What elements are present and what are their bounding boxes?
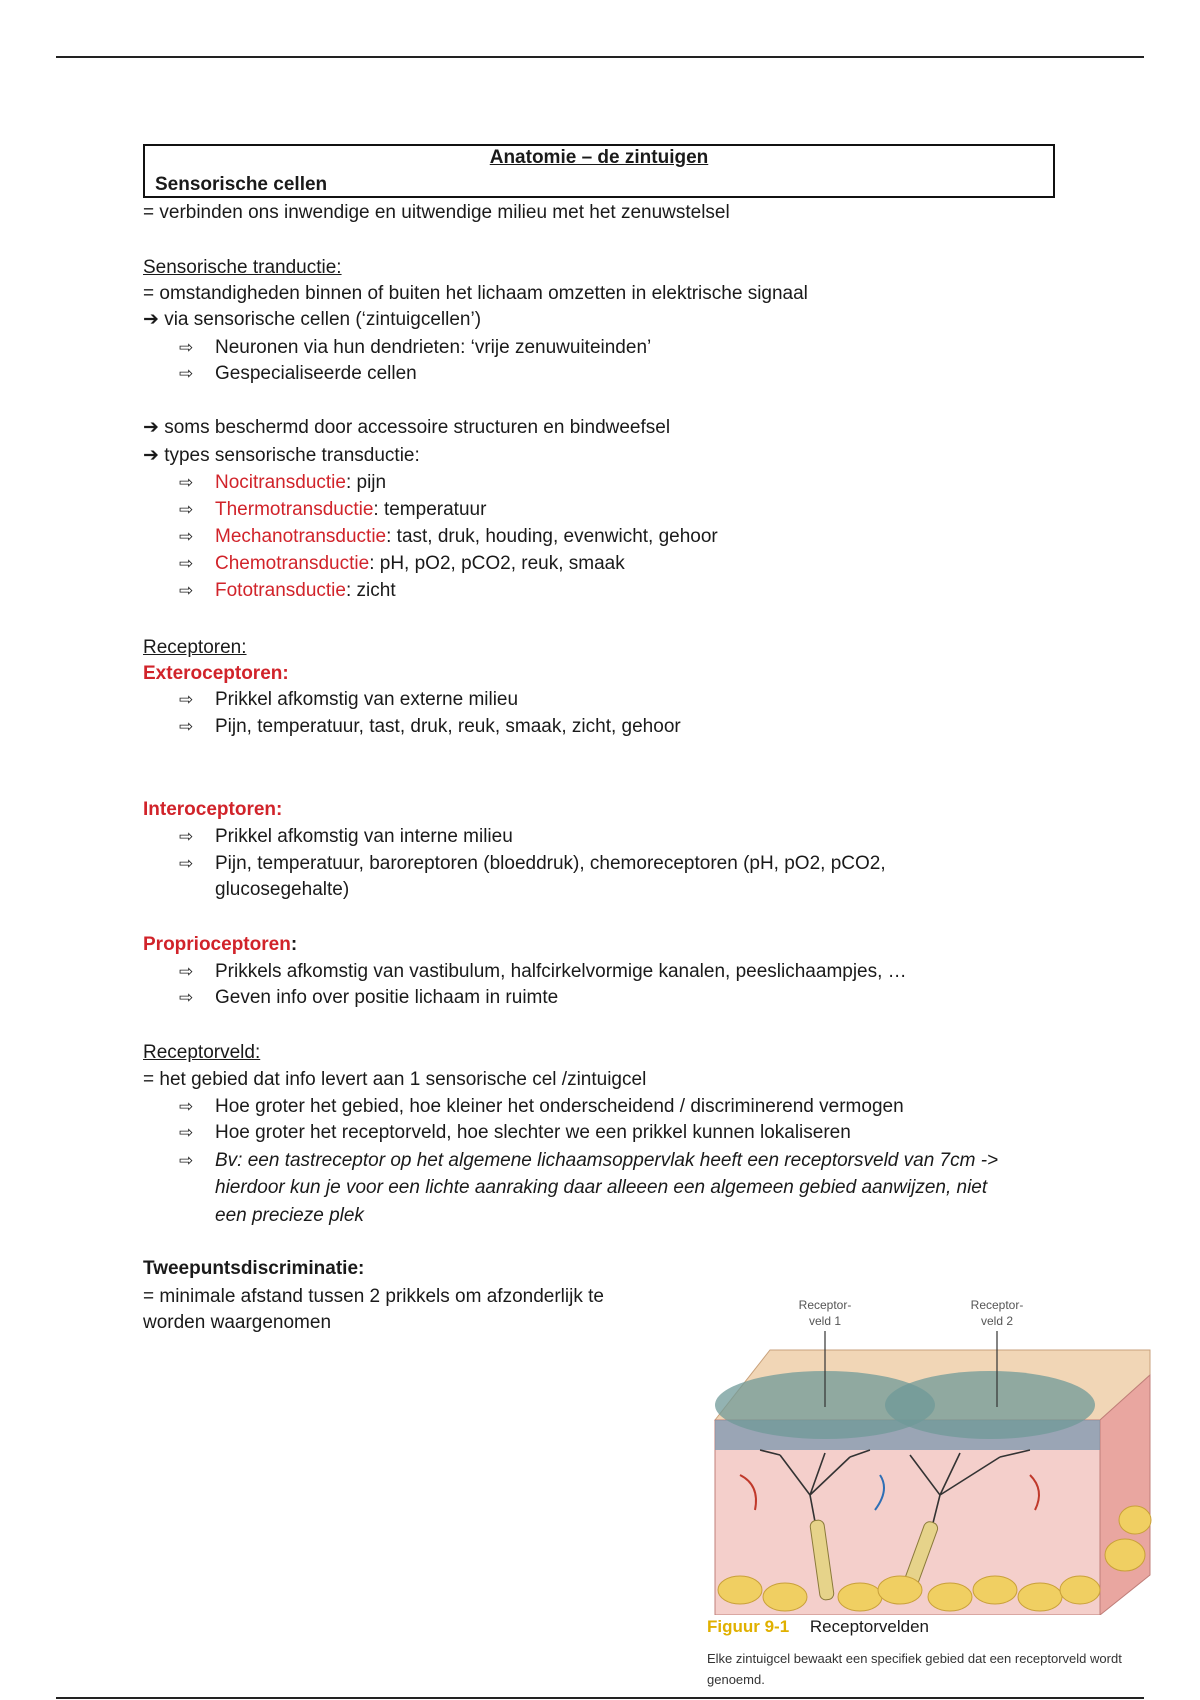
receptors-heading: Receptoren:	[143, 637, 247, 658]
twopoint-definition-2: worden waargenomen	[143, 1312, 332, 1333]
hollow-arrow-icon: ⇨	[179, 527, 194, 546]
hollow-arrow-icon: ⇨	[179, 581, 194, 600]
extero-heading: Exteroceptoren:	[143, 663, 289, 684]
intro-text: = verbinden ons inwendige en uitwendige milieu met het zenuwstelsel	[143, 202, 730, 223]
figure-description: Elke zintuigcel bewaakt een specifiek gebied dat een receptorveld wordt genoemd.	[707, 1651, 1122, 1687]
receptor-field-2	[885, 1371, 1095, 1439]
arrow-right-icon: ➔	[143, 417, 165, 438]
hollow-arrow-icon: ⇨	[179, 827, 194, 846]
receptor-field-1-label-line2: veld 1	[808, 1314, 842, 1328]
hollow-arrow-icon: ⇨	[179, 690, 194, 709]
hollow-arrow-icon: ⇨	[179, 554, 194, 573]
list-item-continuation: een precieze plek	[215, 1205, 364, 1226]
list-item: ⇨ Mechanotransductie: tast, druk, houding, evenwicht, gehoor	[179, 526, 718, 547]
list-item: ⇨ Thermotransductie: temperatuur	[179, 499, 487, 520]
twopoint-heading: Tweepuntsdiscriminatie:	[143, 1258, 365, 1279]
transduction-via: ➔ via sensorische cellen (‘zintuigcellen’)	[143, 309, 482, 330]
intero-heading: Interoceptoren:	[143, 799, 283, 820]
list-item: ⇨ Prikkel afkomstig van externe milieu	[179, 689, 519, 710]
list-item: ⇨ Neuronen via hun dendrieten: ‘vrije zenuwuiteinden’	[179, 337, 652, 358]
bottom-rule	[56, 1697, 1144, 1699]
transduction-heading: Sensorische tranductie:	[143, 257, 342, 278]
hollow-arrow-icon: ⇨	[179, 338, 194, 357]
hollow-arrow-icon: ⇨	[179, 1097, 194, 1116]
list-item: ⇨ Geven info over positie lichaam in ruimte	[179, 987, 559, 1008]
title-box	[143, 144, 1055, 198]
field-definition: = het gebied dat info levert aan 1 sensorische cel /zintuigcel	[143, 1069, 647, 1090]
list-item: ⇨ Chemotransductie: pH, pO2, pCO2, reuk, smaak	[179, 553, 625, 574]
hollow-arrow-icon: ⇨	[179, 717, 194, 736]
list-item-continuation: hierdoor kun je voor een lichte aanraking daar alleeen een algemeen gebied aanwijzen, niet	[215, 1177, 988, 1198]
list-item: ⇨ Hoe groter het receptorveld, hoe slechter we een prikkel kunnen lokaliseren	[179, 1122, 851, 1143]
proprio-heading: Proprioceptoren:	[143, 934, 298, 955]
skin-illustration	[700, 1285, 1170, 1615]
field-heading: Receptorveld:	[143, 1042, 261, 1063]
figure-number: Figuur 9-1	[707, 1617, 790, 1636]
receptor-field-2-label-line1: Receptor-	[970, 1298, 1024, 1312]
hollow-arrow-icon: ⇨	[179, 473, 194, 492]
protected-text: ➔ soms beschermd door accessoire structuren en bindweefsel	[143, 417, 671, 438]
list-item: ⇨ Prikkel afkomstig van interne milieu	[179, 826, 513, 847]
types-heading: ➔ types sensorische transductie:	[143, 445, 420, 466]
figure-title: Receptorvelden	[809, 1617, 929, 1636]
hollow-arrow-icon: ⇨	[179, 962, 194, 981]
page-title: Anatomie – de zintuigen	[489, 147, 709, 168]
list-item: ⇨ Pijn, temperatuur, baroreptoren (bloeddruk), chemoreceptoren (pH, pO2, pCO2,	[179, 853, 886, 874]
section-title: Sensorische cellen	[155, 174, 328, 195]
list-item: ⇨ Fototransductie: zicht	[179, 580, 396, 601]
hollow-arrow-icon: ⇨	[179, 364, 194, 383]
list-item: ⇨ Prikkels afkomstig van vastibulum, halfcirkelvormige kanalen, peeslichaampjes, …	[179, 961, 907, 982]
hollow-arrow-icon: ⇨	[179, 1151, 194, 1170]
twopoint-definition-1: = minimale afstand tussen 2 prikkels om afzonderlijk te	[143, 1286, 604, 1307]
figure-caption	[707, 1617, 929, 1637]
list-item: ⇨ Bv: een tastreceptor op het algemene lichaamsoppervlak heeft een receptorsveld van 7cm ->	[179, 1150, 999, 1171]
hollow-arrow-icon: ⇨	[179, 988, 194, 1007]
transduction-definition: = omstandigheden binnen of buiten het lichaam omzetten in elektrische signaal	[143, 283, 808, 304]
list-item: ⇨ Nocitransductie: pijn	[179, 472, 387, 493]
list-item: ⇨ Pijn, temperatuur, tast, druk, reuk, smaak, zicht, gehoor	[179, 716, 681, 737]
list-item-continuation: glucosegehalte)	[215, 879, 350, 900]
hollow-arrow-icon: ⇨	[179, 1123, 194, 1142]
arrow-right-icon: ➔	[143, 309, 165, 330]
hollow-arrow-icon: ⇨	[179, 854, 194, 873]
list-item: ⇨ Gespecialiseerde cellen	[179, 363, 417, 384]
hollow-arrow-icon: ⇨	[179, 500, 194, 519]
receptor-field-2-label-line2: veld 2	[980, 1314, 1014, 1328]
receptor-field-1-label-line1: Receptor-	[798, 1298, 852, 1312]
top-rule	[56, 56, 1144, 58]
arrow-right-icon: ➔	[143, 445, 165, 466]
list-item: ⇨ Hoe groter het gebied, hoe kleiner het onderscheidend / discriminerend vermogen	[179, 1096, 904, 1117]
